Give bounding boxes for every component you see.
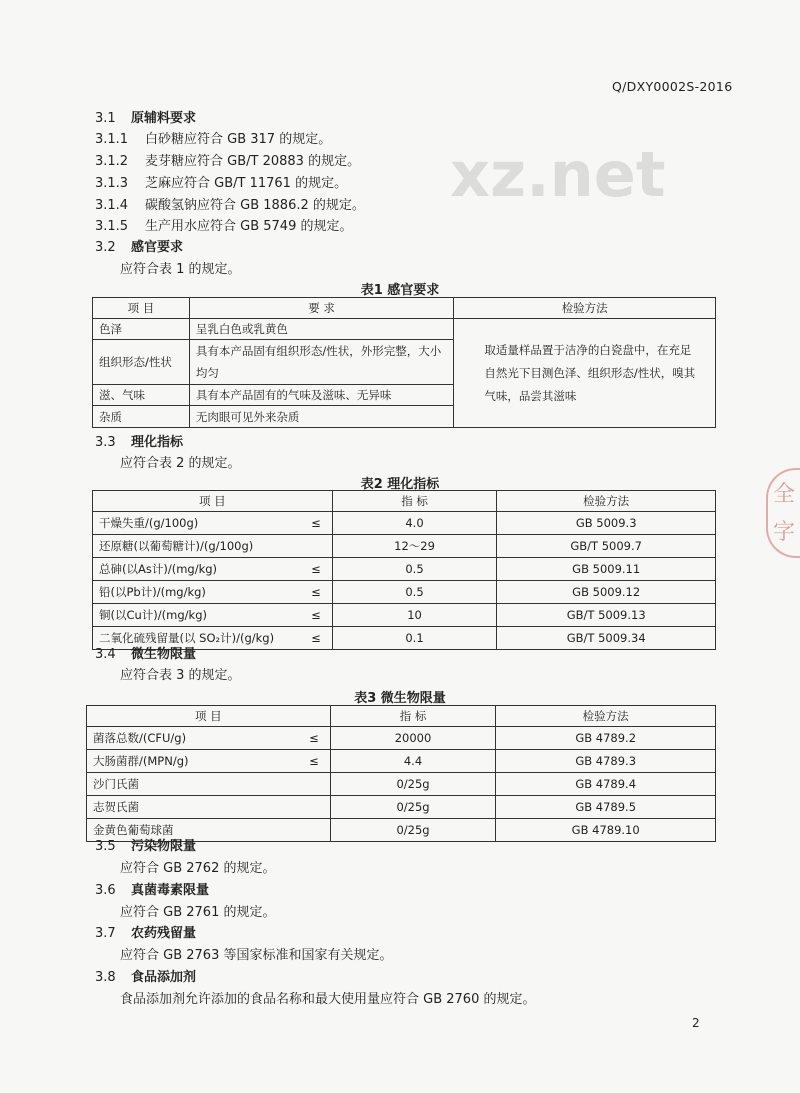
table-cell [298, 773, 330, 796]
watermark: xz.net [450, 138, 666, 211]
table1-method-cell: 取适量样品置于洁净的白瓷盘中，在充足自然光下目测色泽、组织形态/性状，嗅其气味，品尝其滋味 [454, 319, 716, 428]
table-row [93, 581, 716, 604]
table-cell: 具有本产品固有的气味及滋味、无异味 [189, 385, 454, 406]
section-3-4-heading: 3.4 微生物限量 [95, 647, 197, 662]
table-cell: ≤ [300, 512, 332, 535]
table-cell: ≤ [298, 727, 330, 750]
table-row [87, 727, 716, 750]
table-row [93, 319, 716, 340]
table-cell: 滋、气味 [93, 385, 190, 406]
table3-header-row [87, 706, 716, 727]
section-3-2-text: 应符合表 1 的规定。 [120, 262, 241, 277]
table-header: 检验方法 [497, 491, 716, 512]
table-cell [298, 819, 330, 842]
table1-sensory [92, 297, 716, 428]
table2-physicochemical [92, 490, 716, 650]
section-3-5-heading: 3.5 污染物限量 [95, 839, 197, 854]
table2-caption: 表2 理化指标 [360, 477, 440, 492]
table-cell: GB 4789.10 [496, 819, 716, 842]
table-cell: 0.1 [332, 627, 497, 650]
table-cell: 0.5 [332, 581, 497, 604]
table1-header-row [93, 298, 716, 319]
table-cell: 志贺氏菌 [87, 796, 299, 819]
table1-caption: 表1 感官要求 [360, 283, 440, 298]
section-3-6-heading: 3.6 真菌毒素限量 [95, 883, 210, 898]
document-code: Q/DXY0002S-2016 [612, 79, 733, 94]
table-cell: 色泽 [93, 319, 190, 340]
table-cell: 组织形态/性状 [93, 340, 190, 385]
table-cell: 0/25g [330, 819, 496, 842]
table-row [87, 750, 716, 773]
item-3-1-1: 3.1.1 白砂糖应符合 GB 317 的规定。 [95, 132, 332, 147]
table-cell: ≤ [300, 627, 332, 650]
table3-microbial [86, 705, 716, 842]
section-3-5-text: 应符合 GB 2762 的规定。 [120, 861, 276, 876]
table-row [93, 512, 716, 535]
table-cell: 大肠菌群/(MPN/g) [87, 750, 299, 773]
table-cell: 金黄色葡萄球菌 [87, 819, 299, 842]
table-header: 指 标 [330, 706, 496, 727]
section-3-6-text: 应符合 GB 2761 的规定。 [120, 905, 276, 920]
table-cell: GB 4789.5 [496, 796, 716, 819]
table-cell: GB 4789.4 [496, 773, 716, 796]
section-3-4-text: 应符合表 3 的规定。 [120, 668, 241, 683]
table-cell: 二氧化硫残留量(以 SO₂计)/(g/kg) [93, 627, 301, 650]
item-3-1-5: 3.1.5 生产用水应符合 GB 5749 的规定。 [95, 219, 353, 234]
table-row [87, 796, 716, 819]
table-cell [298, 796, 330, 819]
section-3-1-heading: 3.1 原辅料要求 [95, 111, 197, 126]
table-cell: ≤ [300, 581, 332, 604]
table-cell: ≤ [300, 558, 332, 581]
table-cell: GB/T 5009.34 [497, 627, 716, 650]
section-3-3-text: 应符合表 2 的规定。 [120, 456, 241, 471]
table-cell: ≤ [300, 604, 332, 627]
table-header: 检验方法 [454, 298, 716, 319]
table-header: 要 求 [189, 298, 454, 319]
page-number: 2 [692, 1016, 700, 1030]
table-row [87, 773, 716, 796]
section-3-3-heading: 3.3 理化指标 [95, 435, 184, 450]
table-cell: 沙门氏菌 [87, 773, 299, 796]
table-cell: 具有本产品固有组织形态/性状，外形完整，大小均匀 [189, 340, 454, 385]
table-cell: 杂质 [93, 406, 190, 428]
table-header: 检验方法 [496, 706, 716, 727]
table2-header-row [93, 491, 716, 512]
table-row [93, 535, 716, 558]
table-cell: 0/25g [330, 773, 496, 796]
table-cell: 铅(以Pb计)/(mg/kg) [93, 581, 301, 604]
item-3-1-3: 3.1.3 芝麻应符合 GB/T 11761 的规定。 [95, 176, 348, 191]
table-cell: 铜(以Cu计)/(mg/kg) [93, 604, 301, 627]
table-cell: GB 5009.12 [497, 581, 716, 604]
item-3-1-2: 3.1.2 麦芽糖应符合 GB/T 20883 的规定。 [95, 154, 361, 169]
table-cell: 20000 [330, 727, 496, 750]
table-row [93, 604, 716, 627]
table-cell: 0.5 [332, 558, 497, 581]
table-header: 项 目 [93, 298, 190, 319]
section-3-8-heading: 3.8 食品添加剂 [95, 970, 197, 985]
table-cell: 呈乳白色或乳黄色 [189, 319, 454, 340]
table-cell: 总砷(以As计)/(mg/kg) [93, 558, 301, 581]
table-cell: GB 5009.3 [497, 512, 716, 535]
table-cell: GB 5009.11 [497, 558, 716, 581]
table-header: 指 标 [332, 491, 497, 512]
table-header: 项 目 [87, 706, 331, 727]
table-cell: 菌落总数/(CFU/g) [87, 727, 299, 750]
table-cell: GB/T 5009.7 [497, 535, 716, 558]
seal-stamp: 全 字 [766, 468, 800, 558]
table-cell: 12～29 [332, 535, 497, 558]
table-cell: ≤ [298, 750, 330, 773]
table-cell: 0/25g [330, 796, 496, 819]
table-cell: 4.0 [332, 512, 497, 535]
table-cell [300, 535, 332, 558]
table-cell: 还原糖(以葡萄糖计)/(g/100g) [93, 535, 301, 558]
section-3-8-text: 食品添加剂允许添加的食品名称和最大使用量应符合 GB 2760 的规定。 [120, 992, 536, 1007]
table-row [93, 558, 716, 581]
item-3-1-4: 3.1.4 碳酸氢钠应符合 GB 1886.2 的规定。 [95, 198, 365, 213]
section-3-2-heading: 3.2 感官要求 [95, 240, 184, 255]
section-3-7-text: 应符合 GB 2763 等国家标准和国家有关规定。 [120, 948, 393, 963]
table-cell: 干燥失重/(g/100g) [93, 512, 301, 535]
table-cell: GB 4789.3 [496, 750, 716, 773]
table-header: 项 目 [93, 491, 333, 512]
table-cell: 4.4 [330, 750, 496, 773]
table-cell: GB 4789.2 [496, 727, 716, 750]
table-cell: 无肉眼可见外来杂质 [189, 406, 454, 428]
table-cell: 10 [332, 604, 497, 627]
section-3-7-heading: 3.7 农药残留量 [95, 926, 197, 941]
table-cell: GB/T 5009.13 [497, 604, 716, 627]
table3-caption: 表3 微生物限量 [354, 691, 446, 706]
